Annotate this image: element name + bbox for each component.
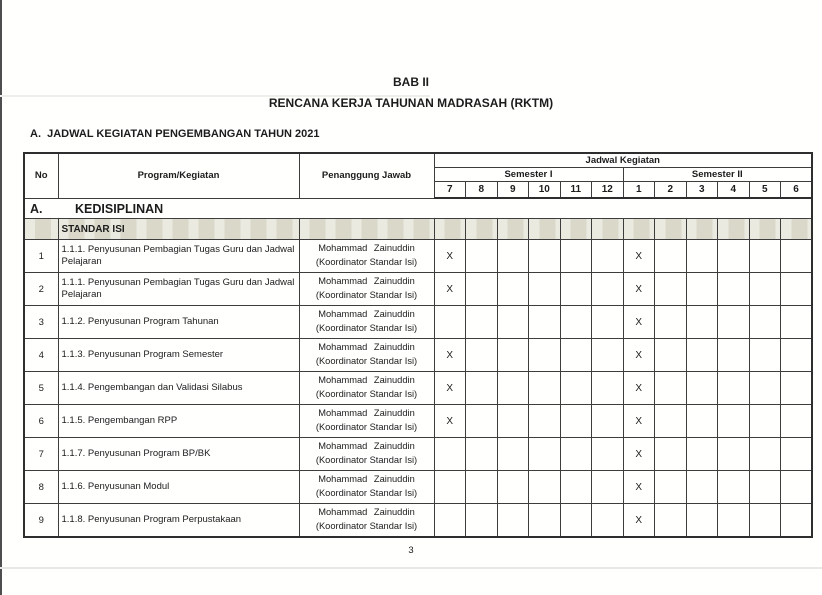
header-semester-2: Semester II <box>623 168 812 182</box>
pj-cell <box>299 273 434 306</box>
month-header: 8 <box>466 182 498 199</box>
pj-role: (Koordinator Standar Isi) <box>315 257 418 267</box>
mark-cell <box>781 504 813 538</box>
mark-cell <box>592 504 624 538</box>
mark-cell <box>497 219 529 240</box>
mark-cell <box>718 339 750 372</box>
month-header: 4 <box>718 182 750 199</box>
mark-cell <box>686 240 718 273</box>
mark-cell <box>560 306 592 339</box>
mark-cell <box>655 372 687 405</box>
table-row <box>24 306 812 339</box>
pj-cell <box>299 471 434 504</box>
mark-cell <box>749 471 781 504</box>
chapter-title: BAB II <box>393 75 429 89</box>
mark-cell <box>749 339 781 372</box>
header-no: No <box>24 153 58 198</box>
mark-cell <box>560 405 592 438</box>
mark-cell: X <box>623 504 655 538</box>
mark-cell <box>655 306 687 339</box>
mark-cell <box>686 273 718 306</box>
no-cell: 5 <box>24 372 58 405</box>
mark-cell <box>497 405 529 438</box>
document-title: RENCANA KERJA TAHUNAN MADRASAH (RKTM) <box>268 96 554 110</box>
mark-cell <box>497 240 529 273</box>
mark-cell: X <box>434 372 466 405</box>
month-header: 1 <box>623 182 655 199</box>
no-cell: 9 <box>24 504 58 538</box>
mark-cell: X <box>623 471 655 504</box>
no-cell: 8 <box>24 471 58 504</box>
month-header: 11 <box>560 182 592 199</box>
table-row <box>24 438 812 471</box>
mark-cell <box>623 219 655 240</box>
mark-cell <box>592 273 624 306</box>
mark-cell <box>529 240 561 273</box>
pj-role: (Koordinator Standar Isi) <box>315 455 418 465</box>
mark-cell: X <box>623 438 655 471</box>
pj-name: Mohammad Zainuddin <box>318 276 415 287</box>
month-header: 9 <box>497 182 529 199</box>
mark-cell <box>434 306 466 339</box>
mark-cell <box>434 504 466 538</box>
pj-role: (Koordinator Standar Isi) <box>315 488 418 498</box>
mark-cell: X <box>434 240 466 273</box>
pj-name: Mohammad Zainuddin <box>318 375 415 386</box>
section-title: KEDISIPLINAN <box>75 201 164 216</box>
pj-role: (Koordinator Standar Isi) <box>315 521 418 531</box>
mark-cell <box>655 219 687 240</box>
mark-cell <box>781 240 813 273</box>
month-header: 3 <box>686 182 718 199</box>
mark-cell <box>529 306 561 339</box>
mark-cell <box>592 438 624 471</box>
pj-cell <box>299 372 434 405</box>
program-cell: 1.1.7. Penyusunan Program BP/BK <box>58 438 299 471</box>
mark-cell <box>718 471 750 504</box>
pj-name: Mohammad Zainuddin <box>318 474 415 485</box>
mark-cell <box>466 504 498 538</box>
mark-cell <box>749 372 781 405</box>
mark-cell <box>497 504 529 538</box>
no-cell: 1 <box>24 240 58 273</box>
mark-cell <box>686 438 718 471</box>
table-row <box>24 240 812 273</box>
mark-cell <box>560 471 592 504</box>
mark-cell <box>655 504 687 538</box>
program-cell: 1.1.3. Penyusunan Program Semester <box>58 339 299 372</box>
pj-name: Mohammad Zainuddin <box>318 507 415 518</box>
mark-cell <box>497 438 529 471</box>
subsection-row <box>24 219 812 240</box>
mark-cell: X <box>623 273 655 306</box>
mark-cell <box>497 372 529 405</box>
mark-cell <box>686 339 718 372</box>
mark-cell <box>781 405 813 438</box>
mark-cell <box>718 372 750 405</box>
mark-cell <box>749 405 781 438</box>
mark-cell <box>718 405 750 438</box>
mark-cell <box>718 306 750 339</box>
mark-cell <box>655 273 687 306</box>
scan-streak-bottom <box>0 567 822 569</box>
pj-cell <box>299 405 434 438</box>
mark-cell <box>466 372 498 405</box>
mark-cell <box>560 372 592 405</box>
mark-cell <box>466 240 498 273</box>
pj-cell <box>299 240 434 273</box>
mark-cell <box>560 438 592 471</box>
mark-cell <box>718 504 750 538</box>
table-row <box>24 504 812 538</box>
pj-role: (Koordinator Standar Isi) <box>315 422 418 432</box>
month-header: 7 <box>434 182 466 199</box>
mark-cell <box>686 471 718 504</box>
mark-cell <box>781 273 813 306</box>
mark-cell <box>466 438 498 471</box>
mark-cell <box>592 405 624 438</box>
scan-edge-line <box>0 0 2 595</box>
mark-cell <box>529 471 561 504</box>
mark-cell <box>781 219 813 240</box>
mark-cell <box>686 219 718 240</box>
mark-cell <box>466 471 498 504</box>
mark-cell <box>434 471 466 504</box>
section-letter: A. <box>30 201 43 216</box>
mark-cell <box>592 240 624 273</box>
header-semester-1: Semester I <box>434 168 623 182</box>
no-cell: 7 <box>24 438 58 471</box>
mark-cell <box>592 339 624 372</box>
section-heading: A. JADWAL KEGIATAN PENGEMBANGAN TAHUN 2021 <box>30 128 320 140</box>
mark-cell <box>749 273 781 306</box>
header-jadwal-kegiatan: Jadwal Kegiatan <box>434 153 812 168</box>
program-cell: 1.1.2. Penyusunan Program Tahunan <box>58 306 299 339</box>
pj-name: Mohammad Zainuddin <box>318 408 415 419</box>
mark-cell: X <box>623 240 655 273</box>
pj-name: Mohammad Zainuddin <box>318 441 415 452</box>
mark-cell <box>781 471 813 504</box>
mark-cell <box>781 372 813 405</box>
mark-cell <box>529 372 561 405</box>
mark-cell <box>592 471 624 504</box>
mark-cell <box>529 438 561 471</box>
header-program: Program/Kegiatan <box>58 153 299 198</box>
mark-cell <box>686 504 718 538</box>
mark-cell <box>655 471 687 504</box>
mark-cell: X <box>434 339 466 372</box>
mark-cell <box>529 339 561 372</box>
schedule-table <box>23 152 813 538</box>
no-cell: 4 <box>24 339 58 372</box>
mark-cell <box>434 219 466 240</box>
pj-cell <box>299 504 434 538</box>
mark-cell <box>749 504 781 538</box>
pj-name: Mohammad Zainuddin <box>318 342 415 353</box>
mark-cell: X <box>623 306 655 339</box>
mark-cell <box>529 219 561 240</box>
mark-cell <box>718 240 750 273</box>
mark-cell <box>497 471 529 504</box>
mark-cell <box>749 306 781 339</box>
mark-cell: X <box>434 405 466 438</box>
table-row <box>24 339 812 372</box>
mark-cell <box>592 372 624 405</box>
pj-role: (Koordinator Standar Isi) <box>315 389 418 399</box>
mark-cell <box>655 438 687 471</box>
no-cell: 3 <box>24 306 58 339</box>
mark-cell <box>749 438 781 471</box>
mark-cell <box>592 306 624 339</box>
mark-cell: X <box>623 372 655 405</box>
mark-cell <box>434 438 466 471</box>
mark-cell <box>529 405 561 438</box>
program-cell: 1.1.5. Pengembangan RPP <box>58 405 299 438</box>
subsection-title: STANDAR ISI <box>58 219 299 240</box>
mark-cell <box>497 339 529 372</box>
mark-cell <box>466 219 498 240</box>
program-cell: 1.1.8. Penyusunan Program Perpustakaan <box>58 504 299 538</box>
no-cell: 2 <box>24 273 58 306</box>
pj-name: Mohammad Zainuddin <box>318 243 415 254</box>
mark-cell <box>781 438 813 471</box>
pj-cell <box>299 306 434 339</box>
program-cell: 1.1.1. Penyusunan Pembagian Tugas Guru dan Jadwal Pelajaran <box>58 273 299 306</box>
table-row <box>24 273 812 306</box>
month-header: 5 <box>749 182 781 199</box>
mark-cell <box>749 219 781 240</box>
mark-cell <box>466 339 498 372</box>
mark-cell: X <box>434 273 466 306</box>
pj-name: Mohammad Zainuddin <box>318 309 415 320</box>
mark-cell <box>655 240 687 273</box>
mark-cell <box>466 405 498 438</box>
table-row <box>24 405 812 438</box>
month-header: 2 <box>655 182 687 199</box>
pj-cell <box>299 339 434 372</box>
mark-cell <box>497 273 529 306</box>
month-header: 12 <box>592 182 624 199</box>
month-header: 6 <box>781 182 813 199</box>
mark-cell <box>529 273 561 306</box>
mark-cell <box>560 240 592 273</box>
mark-cell <box>655 339 687 372</box>
mark-cell <box>686 405 718 438</box>
mark-cell <box>560 273 592 306</box>
mark-cell <box>718 273 750 306</box>
pj-cell <box>299 438 434 471</box>
mark-cell <box>529 504 561 538</box>
mark-cell: X <box>623 339 655 372</box>
program-cell: 1.1.1. Penyusunan Pembagian Tugas Guru dan Jadwal Pelajaran <box>58 240 299 273</box>
no-cell <box>24 219 58 240</box>
page-number: 3 <box>408 545 414 556</box>
mark-cell <box>718 438 750 471</box>
mark-cell <box>781 339 813 372</box>
mark-cell <box>592 219 624 240</box>
section-row <box>24 198 812 219</box>
header-penanggung-jawab: Penanggung Jawab <box>299 153 434 198</box>
mark-cell <box>655 405 687 438</box>
mark-cell <box>686 306 718 339</box>
mark-cell <box>781 306 813 339</box>
table-row <box>24 372 812 405</box>
mark-cell <box>560 339 592 372</box>
mark-cell: X <box>623 405 655 438</box>
mark-cell <box>497 306 529 339</box>
mark-cell <box>466 273 498 306</box>
table-row <box>24 471 812 504</box>
no-cell: 6 <box>24 405 58 438</box>
month-header: 10 <box>529 182 561 199</box>
mark-cell <box>749 240 781 273</box>
program-cell: 1.1.4. Pengembangan dan Validasi Silabus <box>58 372 299 405</box>
pj-role: (Koordinator Standar Isi) <box>315 356 418 366</box>
mark-cell <box>718 219 750 240</box>
mark-cell <box>466 306 498 339</box>
mark-cell <box>560 504 592 538</box>
program-cell: 1.1.6. Penyusunan Modul <box>58 471 299 504</box>
pj-cell <box>299 219 434 240</box>
pj-role: (Koordinator Standar Isi) <box>315 323 418 333</box>
mark-cell <box>560 219 592 240</box>
pj-role: (Koordinator Standar Isi) <box>315 290 418 300</box>
mark-cell <box>686 372 718 405</box>
